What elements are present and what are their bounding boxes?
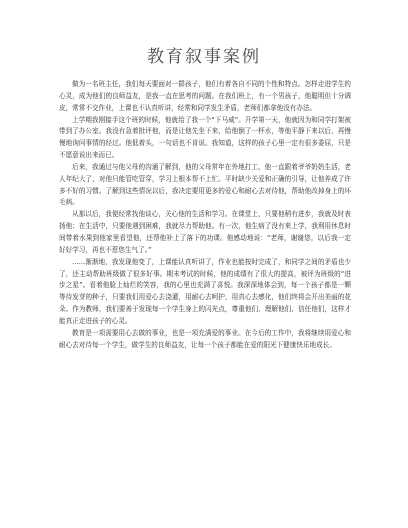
document-body xyxy=(59,79,351,351)
paragraph: ……渐渐地，我发现他变了，上课能认真听讲了，作业也能按时完成了，和同学之间的矛盾也少了，还主动帮助班级做了很多好事。期末考试的时候，他的成绩有了很大的提高，被评为班级的“进步之星”。看着他脸上灿烂的笑容，我的心里也充满了喜悦。我深深地体会到，每一个孩子都是一颗等待发芽的种子，只要我们用爱心去浇灌，用耐心去呵护，用真心去感化，他们终将会开出美丽的花朵。作为教师，我们要善于发现每一个学生身上的闪光点，尊重他们、理解他们、信任他们，这样才能真正走进孩子的心灵。 xyxy=(59,257,351,325)
document-title: 教育叙事案例 xyxy=(147,47,261,67)
paragraph: 上学期我刚接手这个班的时候，他就给了我一个“下马威”。开学第一天，他就因为和同学打架被带到了办公室。我没有急着批评他，而是让他先坐下来，给他倒了一杯水，等他平静下来以后，再慢慢地询问事情的经过。他低着头，一句话也不肯说。我知道，这样的孩子心里一定有很多委屈，只是不愿意说出来而已。 xyxy=(59,115,351,160)
paragraph: 从那以后，我便经常找他谈心，关心他的生活和学习。在课堂上，只要他稍有进步，我就及时表扬他；在生活中，只要他遇到困难，我就尽力帮助他。有一次，他生病了没有来上学，我利用休息时间带着水果到他家里看望他，还帮他补上了落下的功课。他感动地说：“老师，谢谢您，以后我一定好好学习，再也不惹您生气了。” xyxy=(59,210,351,254)
paragraph: 后来，我通过与他父母的沟通了解到，他的父母常年在外地打工，他一直跟着爷爷奶奶生活，老人年纪大了，对他只能管吃管穿，学习上根本帮不上忙。平时缺少关爱和正确的引导，让他养成了许多不好的习惯。了解到这些情况以后，我决定要用更多的爱心和耐心去对待他，帮助他改掉身上的坏毛病。 xyxy=(59,162,351,207)
paragraph: 教育是一项需要用心去做的事业，也是一项充满爱的事业。在今后的工作中，我将继续用爱心和耐心去对待每一个学生，做学生的良师益友，让每一个孩子都能在爱的阳光下健康快乐地成长。 xyxy=(59,328,351,349)
paragraph: 做为一名班主任，我们每天要面对一群孩子，他们有着各自不同的个性和特点。怎样走进学生的心灵，成为他们的良师益友，是我一直在思考的问题。在我们班上，有一个男孩子，他聪明但十分调皮，常常不交作业，上课也不认真听讲，经常和同学发生矛盾，老师们都拿他没有办法。 xyxy=(59,80,351,112)
